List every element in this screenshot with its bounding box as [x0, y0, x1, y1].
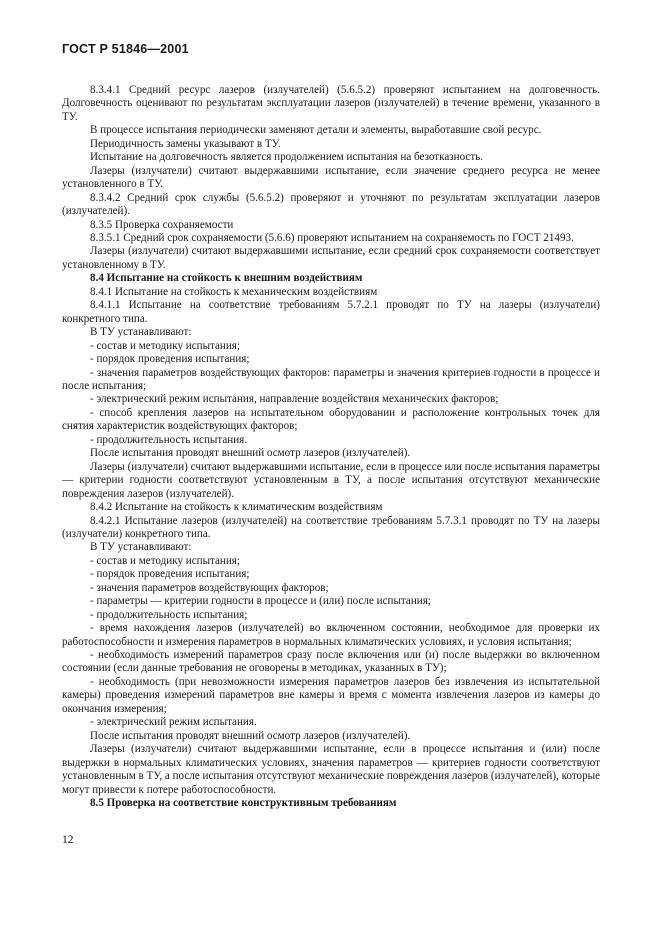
- paragraph: Испытание на долговечность является продолжением испытания на безотказность.: [90, 151, 484, 164]
- paragraph: Периодичность замены указывают в ТУ.: [90, 137, 281, 150]
- list-item: - способ крепления лазеров на испытательном оборудовании и расположение контрольных точек для снятия характеристик воздействующих факторов;: [62, 406, 600, 433]
- list-item: - необходимость измерений параметров сразу после включения или (и) после выдержки во включенном состоянии (если данные требования не оговорены в методиках, указанных в ТУ);: [62, 649, 600, 675]
- paragraph: 8.3.5.1 Средний срок сохраняемости (5.6.6) проверяют испытанием на сохраняемость по ГОСТ 21493.: [90, 231, 574, 244]
- list-item: - продолжительность испытания.: [90, 433, 248, 446]
- document-header-title: ГОСТ Р 51846—2001: [62, 42, 189, 56]
- paragraph: 8.4.2.1 Испытание лазеров (излучателей) на соответствие требованиям 5.7.3.1 проводят по ТУ на лазеры (излучатели) конкретного типа.: [62, 514, 600, 540]
- paragraph: Лазеры (излучатели) считают выдержавшими испытание, если в процессе или после испытания параметры — критерии годности соответствуют установленным в ТУ, а после испытания отсутствуют механические повреждения лазеров (излучателей).: [62, 460, 600, 500]
- paragraph: В процессе испытания периодически заменяют детали и элементы, выработавшие свой ресурс.: [90, 124, 542, 137]
- paragraph: В ТУ устанавливают:: [90, 326, 192, 339]
- section-heading: 8.5 Проверка на соответствие конструктивным требованиям: [90, 797, 397, 810]
- list-item: - электрический режим испытания, направление воздействия механических факторов;: [90, 393, 499, 406]
- list-item: - время нахождения лазеров (излучателей) во включенном состоянии, необходимое для проверки их работоспособности и измерения параметров в нормальных климатических условиях, и условия испытания;: [62, 622, 600, 648]
- subsection-heading: 8.4.1 Испытание на стойкость к механическим воздействиям: [90, 285, 378, 298]
- section-heading: 8.4 Испытание на стойкость к внешним воздействиям: [90, 272, 363, 285]
- page-number: 12: [62, 834, 74, 846]
- paragraph: 8.4.1.1 Испытание на соответствие требованиям 5.7.2.1 проводят по ТУ на лазеры (излучатели) конкретного типа.: [62, 299, 600, 325]
- list-item: - порядок проведения испытания;: [90, 568, 250, 581]
- list-item: - значения параметров воздействующих факторов: параметры и значения критериев годности в процессе и после испытания;: [62, 366, 600, 392]
- paragraph: Лазеры (излучатели) считают выдержавшими испытание, если значение среднего ресурса не менее установленного в ТУ.: [62, 164, 600, 191]
- paragraph: 8.3.4.1 Средний ресурс лазеров (излучателей) (5.6.5.2) проверяют испытанием на долговечность. Долговечность оценивают по результатам эксплуатации лазеров (излучателей) в течение времени, указанного в ТУ.: [62, 84, 600, 123]
- list-item: - необходимость (при невозможности измерения параметров лазеров без извлечения из испытательной камеры) проведения измерений параметров вне камеры и время с момента извлечения лазеров из камеры до окончания измерения;: [62, 675, 600, 715]
- subsection-heading: 8.3.5 Проверка сохраняемости: [90, 218, 234, 231]
- subsection-heading: 8.4.2 Испытание на стойкость к климатическим воздействиям: [90, 501, 383, 514]
- list-item: - продолжительность испытания;: [90, 608, 248, 621]
- paragraph: В ТУ устанавливают:: [90, 541, 192, 554]
- paragraph: Лазеры (излучатели) считают выдержавшими испытание, если в процессе испытания и (или) после выдержки в нормальных климатических условиях, значения параметров — критериев годности соответствуют установленным в ТУ, а после испытания отсутствуют механические повреждения лазеров (излучателей), которые могут привести к потере работоспособности.: [62, 743, 600, 796]
- paragraph: После испытания проводят внешний осмотр лазеров (излучателей).: [90, 729, 411, 742]
- paragraph: 8.3.4.2 Средний срок службы (5.6.5.2) проверяют и уточняют по результатам эксплуатации лазеров (излучателей).: [62, 191, 600, 218]
- list-item: - значения параметров воздействующих факторов;: [90, 581, 329, 594]
- list-item: - электрический режим испытания.: [90, 716, 257, 729]
- list-item: - состав и методику испытания;: [90, 554, 240, 567]
- list-item: - порядок проведения испытания;: [90, 353, 250, 366]
- list-item: - параметры — критерии годности в процессе и (или) после испытания;: [90, 595, 431, 608]
- list-item: - состав и методику испытания;: [90, 339, 240, 352]
- paragraph: После испытания проводят внешний осмотр лазеров (излучателей).: [90, 447, 411, 460]
- document-body: [62, 84, 600, 810]
- paragraph: Лазеры (излучатели) считают выдержавшими испытание, если средний срок сохраняемости соответствует установленному в ТУ.: [62, 245, 600, 271]
